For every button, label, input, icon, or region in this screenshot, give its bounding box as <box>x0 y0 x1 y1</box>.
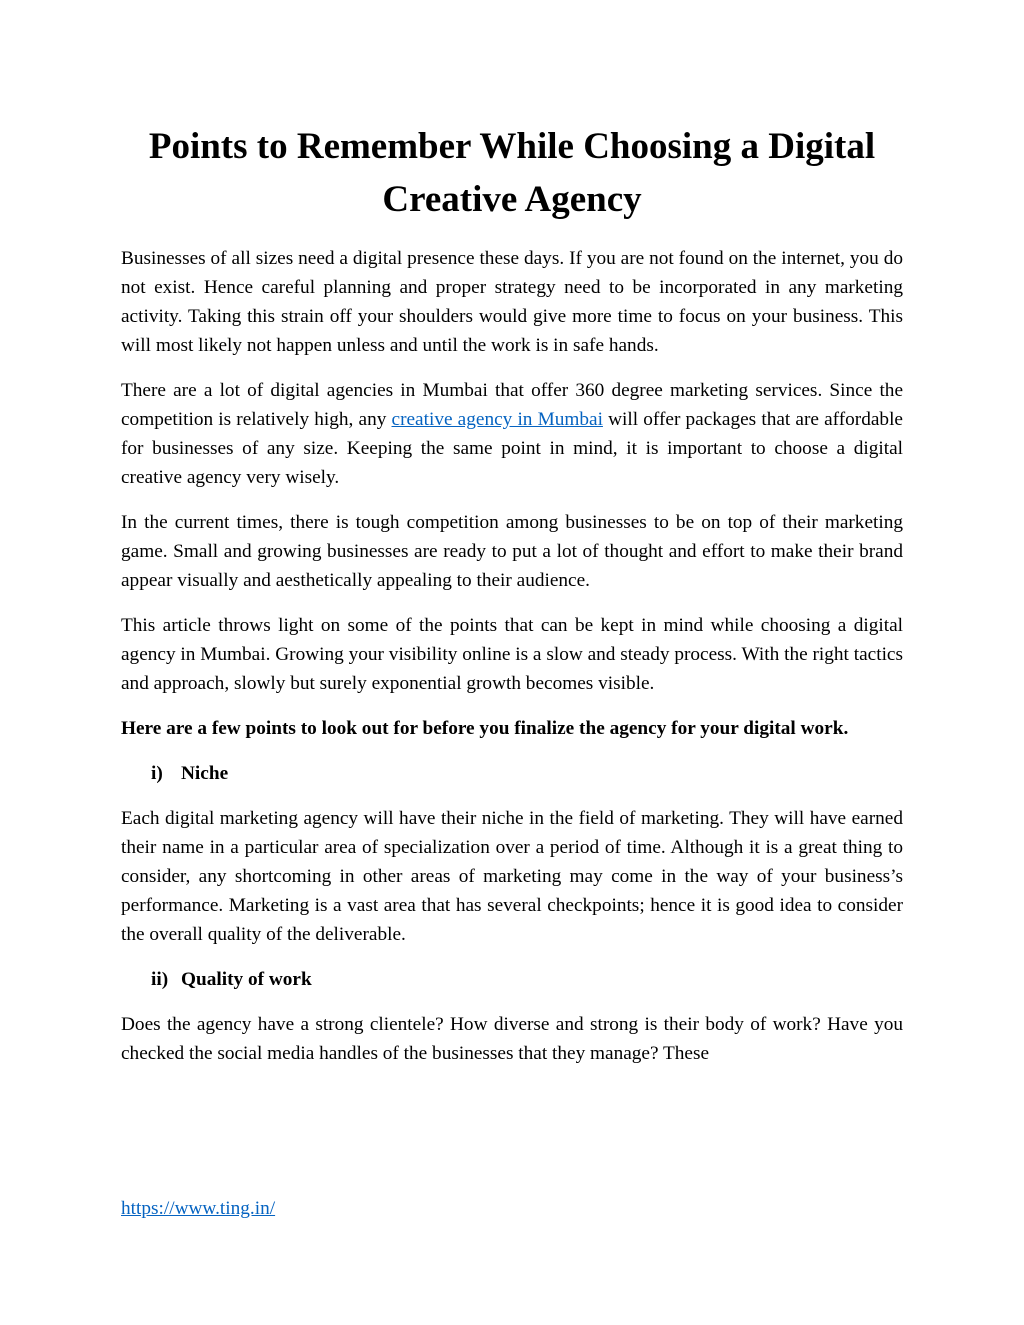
quality-paragraph: Does the agency have a strong clientele? How diverse and strong is their body of work? Have you checked the social media handles of the businesses that they manage? These <box>121 1014 903 1064</box>
points-intro-paragraph: Here are a few points to look out for before you finalize the agency for your digital work. <box>121 718 849 739</box>
section-heading-niche <box>121 759 903 788</box>
agencies-paragraph <box>121 376 903 492</box>
footer-url-link[interactable]: https://www.ting.in/ <box>121 1198 276 1219</box>
section-title: Quality of work <box>181 969 312 990</box>
agencies-text-start: There are a lot of digital agencies in Mumbai that offer 360 degree marketing services. Since the competition is relatively high, any <box>121 380 903 430</box>
niche-paragraph: Each digital marketing agency will have their niche in the field of marketing. They will have earned their name in a particular area of specialization over a period of time. Although it is a great thing to consider, any shortcoming in other areas of marketing may come in the way of your business’s performance. Marketing is a vast area that has several checkpoints; hence it is good idea to consider the overall quality of the deliverable. <box>121 808 903 945</box>
section-heading-quality <box>121 965 903 994</box>
document-title: Points to Remember While Choosing a Digital Creative Agency <box>148 126 876 220</box>
section-number: ii) <box>151 969 169 990</box>
creative-agency-link[interactable]: creative agency in Mumbai <box>391 409 603 430</box>
article-paragraph: This article throws light on some of the points that can be kept in mind while choosing a digital agency in Mumbai. Growing your visibility online is a slow and steady process. With the right tactics and approach, slowly but surely exponential growth becomes visible. <box>121 615 903 694</box>
competition-paragraph: In the current times, there is tough competition among businesses to be on top of their marketing game. Small and growing businesses are ready to put a lot of thought and effort to make their brand appear visually and aesthetically appealing to their audience. <box>121 512 903 591</box>
section-number: i) <box>151 763 163 784</box>
agencies-text-end: will offer packages that are affordable for businesses of any size. Keeping the same point in mind, it is important to choose a digital creative agency very wisely. <box>121 409 903 488</box>
document-page <box>121 120 903 1084</box>
section-title: Niche <box>181 763 229 784</box>
intro-paragraph: Businesses of all sizes need a digital presence these days. If you are not found on the internet, you do not exist. Hence careful planning and proper strategy need to be incorporated in any marketing activity. Taking this strain off your shoulders would give more time to focus on your business. This will most likely not happen unless and until the work is in safe hands. <box>121 248 903 356</box>
footer <box>121 1194 275 1223</box>
